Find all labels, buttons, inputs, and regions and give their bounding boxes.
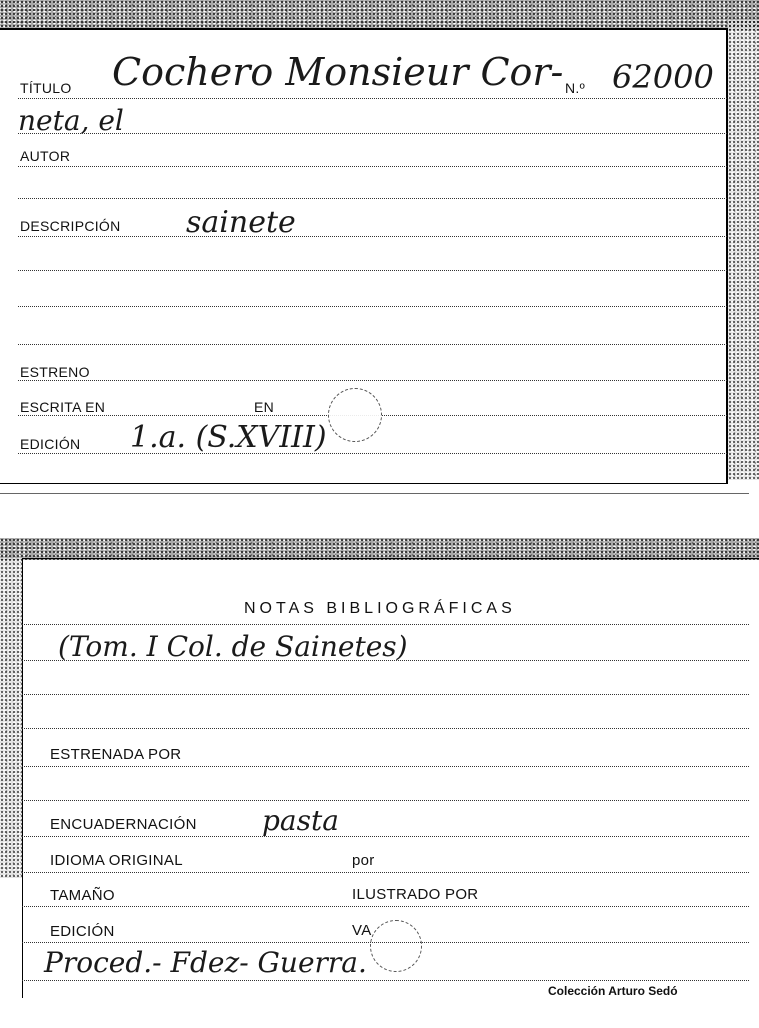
scan-edge-left [0,558,22,878]
scan-edge-top [0,0,759,30]
ilustrado-label: ILUSTRADO POR [352,886,479,903]
edicion-label: EDICIÓN [50,923,115,940]
edicion-handwritten: 1.a. (S.XVIII) [130,420,327,455]
escrita-label: ESCRITA EN [20,399,106,415]
card-border-top [0,28,728,30]
idioma-line [22,872,749,873]
por-label: por [352,852,375,869]
edicion-label: EDICIÓN [20,436,81,452]
autor-line-2 [18,198,727,199]
notas-heading: NOTAS BIBLIOGRÁFICAS [244,600,516,617]
descripcion-handwritten: sainete [186,205,296,240]
notas-handwritten: (Tom. I Col. de Sainetes) [58,630,408,663]
collection-footer: Colección Arturo Sedó [548,984,678,998]
procedencia-handwritten: Proced.- Fdez- Guerra. [44,946,367,979]
card-border-top [22,558,759,559]
descripcion-label: DESCRIPCIÓN [20,218,121,234]
encuadernacion-handwritten: pasta [262,804,339,837]
estreno-label: ESTRENO [20,364,90,380]
edicion-line [18,453,727,454]
encuadernacion-line [22,836,749,837]
en-label: EN [254,399,275,415]
estrenada-line-2 [22,800,749,801]
idioma-label: IDIOMA ORIGINAL [50,852,183,869]
catalog-card-top [0,0,759,500]
scan-edge-top [0,538,759,560]
notas-line [22,624,749,625]
procedencia-line [22,980,749,981]
numero-handwritten: 62000 [612,58,714,96]
tamano-line [22,906,749,907]
card-edge-line [0,493,749,494]
descripcion-line [18,236,727,237]
descripcion-line-3 [18,306,727,307]
numero-label: N.º [565,80,586,96]
encuadernacion-label: ENCUADERNACIÓN [50,816,197,833]
descripcion-line-2 [18,270,727,271]
autor-line [18,166,727,167]
notas-line-4 [22,728,749,729]
estreno-line [18,380,727,381]
card-border-bottom [0,483,728,484]
titulo-line [18,98,727,99]
tamano-label: TAMAÑO [50,887,115,904]
titulo-label: TÍTULO [20,80,72,96]
scan-edge-right [728,20,759,480]
titulo-handwritten: Cochero Monsieur Cor- [112,50,564,94]
notas-line-2 [22,660,749,661]
va-label: VA [352,922,372,939]
estrenada-line [22,766,749,767]
titulo-line-2 [18,133,727,134]
titulo-continuation-handwritten: neta, el [18,104,124,137]
library-stamp [370,920,422,972]
catalog-card-bottom [0,538,759,1028]
punch-hole-stamp [328,388,382,442]
autor-label: AUTOR [20,148,71,164]
notas-line-3 [22,694,749,695]
descripcion-line-4 [18,344,727,345]
edicion-line [22,942,749,943]
estrenada-label: ESTRENADA POR [50,746,182,763]
